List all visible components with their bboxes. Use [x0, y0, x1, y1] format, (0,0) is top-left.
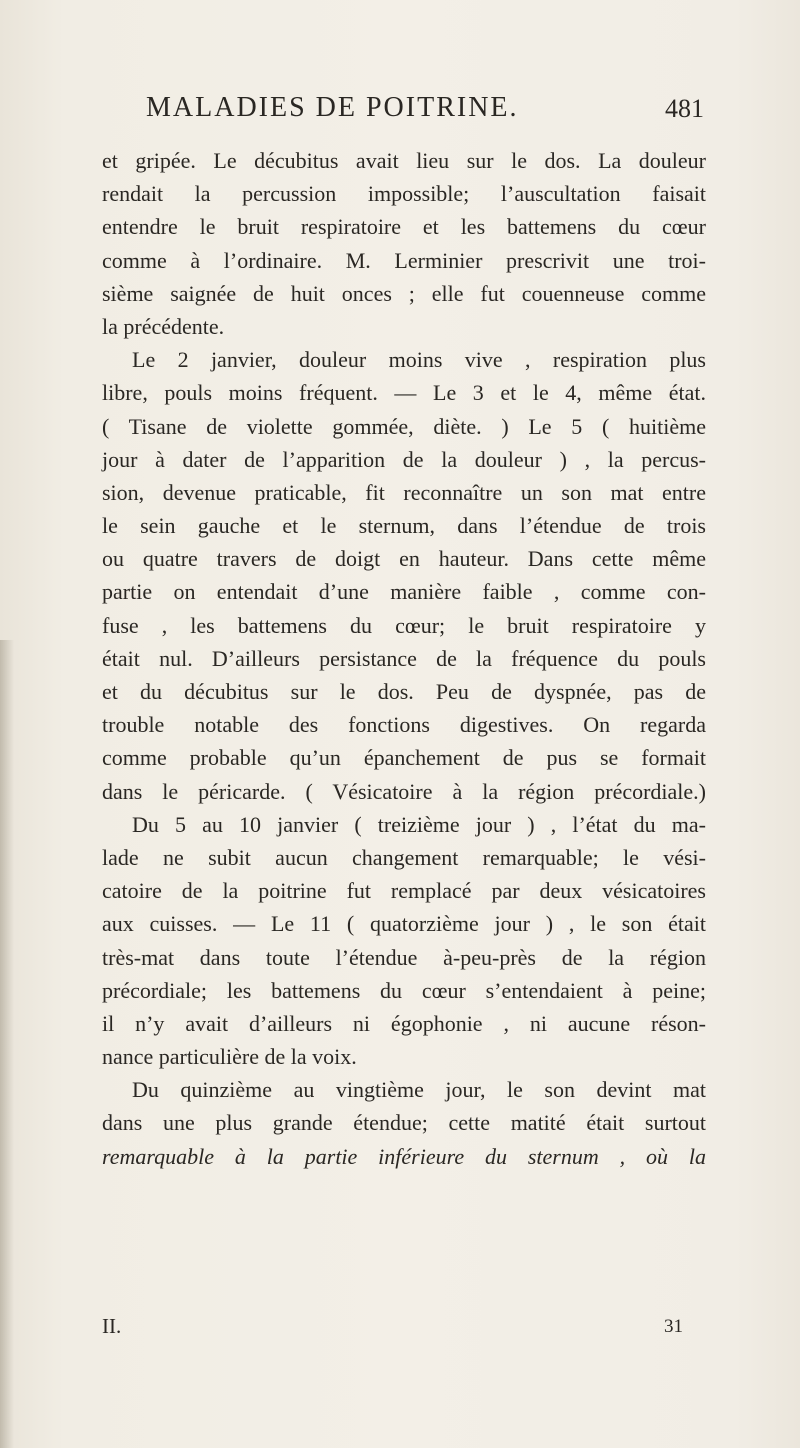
text-line: sième saignée de huit onces ; elle fut couenneuse comme — [102, 280, 706, 306]
text-line: dans une plus grande étendue; cette matité était surtout — [102, 1110, 706, 1136]
binding-shadow — [0, 640, 14, 1448]
text-line: jour à dater de l’apparition de la douleur ) , la percus- — [102, 446, 706, 472]
text-line: comme probable qu’un épanchement de pus se formait — [102, 745, 706, 771]
text-line: sion, devenue praticable, fit reconnaître un son mat entre — [102, 479, 706, 505]
running-head — [104, 92, 704, 132]
text-line: la précédente. — [102, 313, 225, 339]
signature-mark-right: 31 — [664, 1316, 683, 1337]
text-line: il n’y avait d’ailleurs ni égophonie , ni aucune réson- — [102, 1010, 706, 1036]
text-line: fuse , les battemens du cœur; le bruit respiratoire y — [102, 612, 706, 638]
text-line: partie on entendait d’une manière faible , comme con- — [102, 579, 706, 605]
text-line: Du 5 au 10 janvier ( treizième jour ) , l’état du ma- — [132, 811, 706, 837]
body-text — [102, 144, 706, 1173]
signature-mark-left: II. — [102, 1314, 122, 1338]
text-line: ou quatre travers de doigt en hauteur. Dans cette même — [102, 546, 706, 572]
text-line: aux cuisses. — Le 11 ( quatorzième jour ) , le son était — [102, 911, 706, 937]
text-line: Le 2 janvier, douleur moins vive , respiration plus — [132, 347, 706, 373]
text-line: comme à l’ordinaire. M. Lerminier prescrivit une troi- — [102, 247, 706, 273]
text-line: très-mat dans toute l’étendue à-peu-près de la région — [102, 944, 706, 970]
text-line: rendait la percussion impossible; l’auscultation faisait — [102, 181, 706, 207]
text-line: catoire de la poitrine fut remplacé par deux vésicatoires — [102, 878, 706, 904]
page-number: 481 — [665, 94, 704, 123]
running-title: MALADIES DE POITRINE. — [146, 92, 519, 123]
text-line: Du quinzième au vingtième jour, le son devint mat — [132, 1077, 706, 1103]
text-line: trouble notable des fonctions digestives. On regarda — [102, 712, 706, 738]
text-line: était nul. D’ailleurs persistance de la fréquence du pouls — [102, 645, 706, 671]
text-line: dans le péricarde. ( Vésicatoire à la région précordiale.) — [102, 778, 706, 804]
text-line: remarquable à la partie inférieure du sternum , où la — [102, 1143, 706, 1169]
text-line: et du décubitus sur le dos. Peu de dyspnée, pas de — [102, 679, 706, 704]
text-line: entendre le bruit respiratoire et les battemens du cœur — [102, 214, 706, 240]
text-line: et gripée. Le décubitus avait lieu sur le dos. La douleur — [102, 148, 706, 173]
text-line: précordiale; les battemens du cœur s’entendaient à peine; — [102, 977, 706, 1003]
text-line: le sein gauche et le sternum, dans l’étendue de trois — [102, 513, 706, 539]
text-line: ( Tisane de violette gommée, diète. ) Le 5 ( huitième — [102, 413, 706, 439]
text-line: lade ne subit aucun changement remarquable; le vési- — [102, 844, 706, 870]
text-line: nance particulière de la voix. — [102, 1044, 357, 1070]
text-line: libre, pouls moins fréquent. — Le 3 et le 4, même état. — [102, 380, 706, 406]
